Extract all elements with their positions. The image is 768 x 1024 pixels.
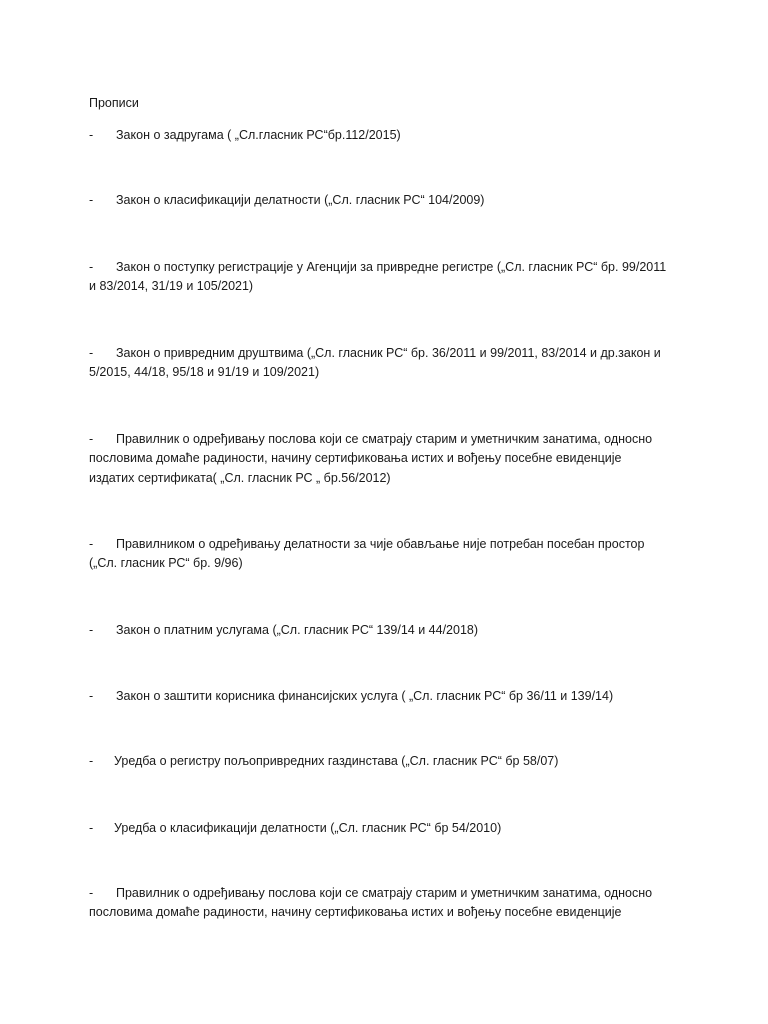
regulation-item [89, 621, 689, 640]
regulation-item [89, 191, 689, 210]
regulation-line: - Правилник о одређивању послова који се сматрају старим и уметничким занатима, односно [89, 430, 689, 449]
regulation-line: - Правилником о одређивању делатности за чије обављање није потребан посебан простор [89, 535, 689, 554]
dash-bullet: - [89, 623, 94, 637]
regulation-line: пословима домаће радиности, начину сертификовања истих и вођењу посебне евиденције [89, 451, 622, 466]
regulation-item [89, 752, 689, 771]
dash-bullet: - [89, 689, 94, 703]
regulation-line: - Закон о платним услугама („Сл. гласник РС“ 139/14 и 44/2018) [89, 621, 689, 640]
document-heading: Прописи [89, 96, 139, 110]
regulation-line: - Уредба о регистру пољопривредних газдинстава („Сл. гласник РС“ бр 58/07) [89, 752, 689, 771]
regulation-item [89, 819, 689, 838]
regulation-line: - Уредба о класификацији делатности („Сл. гласник РС“ бр 54/2010) [89, 819, 689, 838]
regulation-line: 5/2015, 44/18, 95/18 и 91/19 и 109/2021) [89, 365, 320, 380]
dash-bullet: - [89, 821, 94, 835]
regulation-line: пословима домаће радиности, начину сертификовања истих и вођењу посебне евиденције [89, 905, 622, 920]
regulation-line: („Сл. гласник РС“ бр. 9/96) [89, 556, 243, 571]
dash-bullet: - [89, 260, 94, 274]
regulation-line: - Закон о привредним друштвима („Сл. гласник РС“ бр. 36/2011 и 99/2011, 83/2014 и др.закон и [89, 344, 689, 363]
regulation-item [89, 258, 689, 297]
regulation-line: - Закон о поступку регистрације у Агенцији за привредне регистре („Сл. гласник РС“ бр. 99/2011 [89, 258, 689, 277]
dash-bullet: - [89, 432, 94, 446]
regulation-item [89, 430, 689, 488]
regulation-line: и 83/2014, 31/19 и 105/2021) [89, 279, 254, 294]
regulation-line: - Закон о класификацији делатности („Сл. гласник РС“ 104/2009) [89, 191, 689, 210]
dash-bullet: - [89, 754, 94, 768]
regulation-line: - Правилник о одређивању послова који се сматрају старим и уметничким занатима, односно [89, 884, 689, 903]
dash-bullet: - [89, 886, 94, 900]
regulation-item [89, 126, 689, 145]
regulation-line: - Закон о заштити корисника финансијских услуга ( „Сл. гласник РС“ бр 36/11 и 139/14) [89, 687, 689, 706]
dash-bullet: - [89, 346, 94, 360]
regulation-item [89, 535, 689, 574]
regulation-item [89, 344, 689, 383]
regulation-line: - Закон о задругама ( „Сл.гласник РС“бр.112/2015) [89, 126, 689, 145]
regulation-item [89, 884, 689, 923]
dash-bullet: - [89, 128, 94, 142]
dash-bullet: - [89, 537, 94, 551]
dash-bullet: - [89, 193, 94, 207]
regulation-line: издатих сертификата( „Сл. гласник РС „ бр.56/2012) [89, 470, 391, 485]
regulation-item [89, 687, 689, 706]
